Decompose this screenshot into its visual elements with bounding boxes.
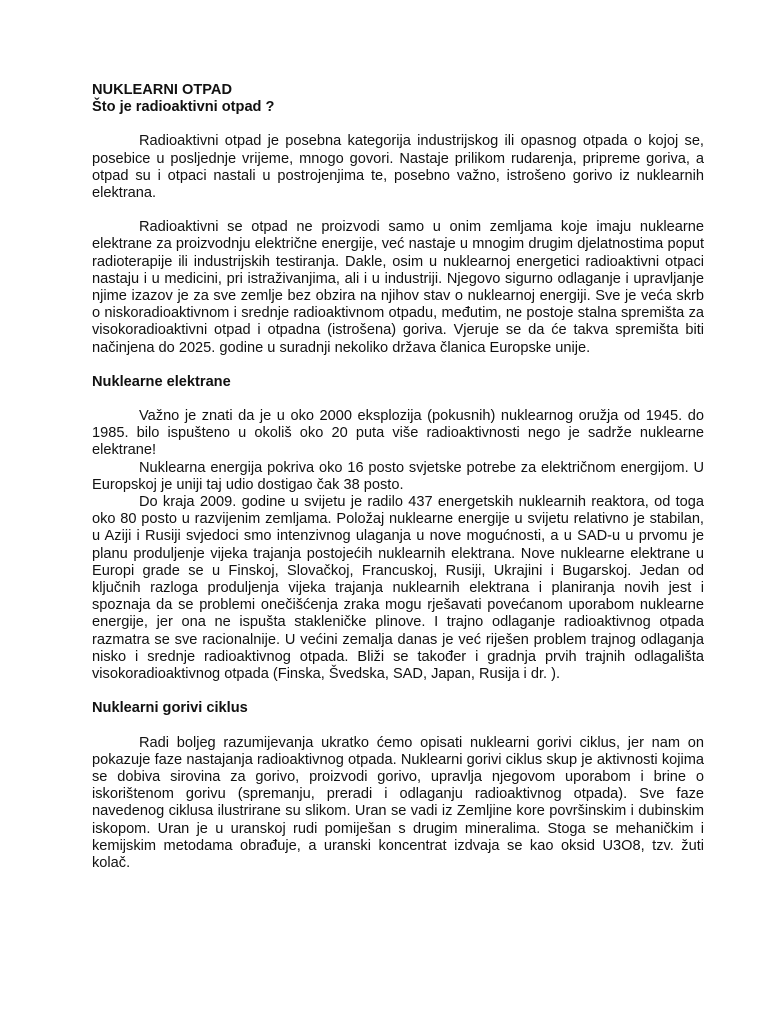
document-page bbox=[92, 82, 704, 872]
paragraph-gap bbox=[92, 202, 704, 219]
intro-paragraph-2: Radioaktivni se otpad ne proizvodi samo u onim zemljama koje imaju nuklearne elektrane za proizvodnju električne energije, već nastaje u mnogim drugim djelatnostima poput radioterapije ili industrijskih testiranja. Dakle, osim u nuklearnoj energetici radioaktivni otpaci nastaju i u medicini, pri istraživanjima, ali i u industriji. Njegovo sigurno odlaganje i upravljanje njime izazov je za sve zemlje bez obzira na njihov stav o nuklearnoj energiji. Sve je veća skrb o niskoradioaktivnom i srednje radioaktivnom otpadu, međutim, ne postoje stalna spremišta za visokoradioaktivni otpad i otpadna (istrošena) goriva. Vjeruje se da će takva spremišta biti načinjena do 2025. godine u suradnji nekoliko država članica Europske unije. bbox=[92, 219, 704, 356]
section-heading-ciklus: Nuklearni gorivi ciklus bbox=[92, 700, 248, 717]
elektrane-paragraph-2: Nuklearna energija pokriva oko 16 posto svjetske potrebe za električnom energijom. U Europskoj je uniji taj udio dostigao čak 38 posto. bbox=[92, 459, 704, 493]
elektrane-paragraph-3: Do kraja 2009. godine u svijetu je radilo 437 energetskih nuklearnih reaktora, od toga oko 80 posto u razvijenim zemljama. Položaj nuklearne energije u svijetu relativno je stabilan, u Aziji i Rusiji svjedoci smo intenzivnog ulaganja u nove mogućnosti, a u SAD-u u prvomu je planu produljenje vijeka trajanja postojećih nuklearnih elektrana. Nove nuklearne elektrane u Europi grade se u Finskoj, Slovačkoj, Francuskoj, Rusiji, Ukrajini i Bugarskoj. Jedan od ključnih razloga produljenja vijeka trajanja nuklearnih elektrana i planiranja novih jest i spoznaja da se problemi onečišćenja zraka mogu rješavati povećanom uporabom nuklearne energije, jer ona ne ispušta stakleničke plinove. I trajno odlaganje radioaktivnog otpada razmatra se sve racionalnije. U većini zemalja danas je već riješen problem trajnog odlaganja nisko i srednje radioaktivnog otpada. Bliži se također i gradnja prvih trajnih odlagališta visokoradioaktivnog otpada (Finska, Švedska, SAD, Japan, Rusija i dr. ). bbox=[92, 494, 704, 683]
ciklus-paragraph-1: Radi boljeg razumijevanja ukratko ćemo opisati nuklearni gorivi ciklus, jer nam on pokazuje faze nastajanja radioaktivnog otpada. Nuklearni gorivi ciklus skup je aktivnosti kojima se dobiva sirovina za gorivo, proizvodi gorivo, upravlja njegovom uporabom i brine o iskorištenom gorivu (spremanju, preradi i odlaganju radioaktivnog otpada). Sve faze navedenog ciklusa ilustrirane su slikom. Uran se vadi iz Zemljine kore površinskim i dubinskim iskopom. Uran je u uranskoj rudi pomiješan s drugim mineralima. Stoga se mehaničkim i kemijskim metodama obrađuje, a uranski koncentrat izdvaja se kao oksid U3O8, tzv. žuti kolač. bbox=[92, 734, 704, 871]
elektrane-paragraph-1: Važno je znati da je u oko 2000 eksplozija (pokusnih) nuklearnog oružja od 1945. do 1985. bilo ispušteno u okoliš oko 20 puta više radioaktivnosti nego je sadrže nuklearne elektrane! bbox=[92, 408, 704, 459]
document-title: NUKLEARNI OTPAD bbox=[92, 82, 232, 98]
paragraph-gap bbox=[92, 683, 704, 700]
paragraph-gap bbox=[92, 357, 704, 374]
document-subtitle: Što je radioaktivni otpad ? bbox=[92, 99, 275, 116]
intro-paragraph-1: Radioaktivni otpad je posebna kategorija industrijskog ili opasnog otpada o kojoj se, posebice u posljednje vrijeme, mnogo govori. Nastaje prilikom rudarenja, pripreme goriva, a otpad su i otpaci nastali u postrojenjima te, posebno važno, istrošeno gorivo iz nuklearnih elektrana. bbox=[92, 133, 704, 202]
section-heading-elektrane: Nuklearne elektrane bbox=[92, 373, 231, 390]
